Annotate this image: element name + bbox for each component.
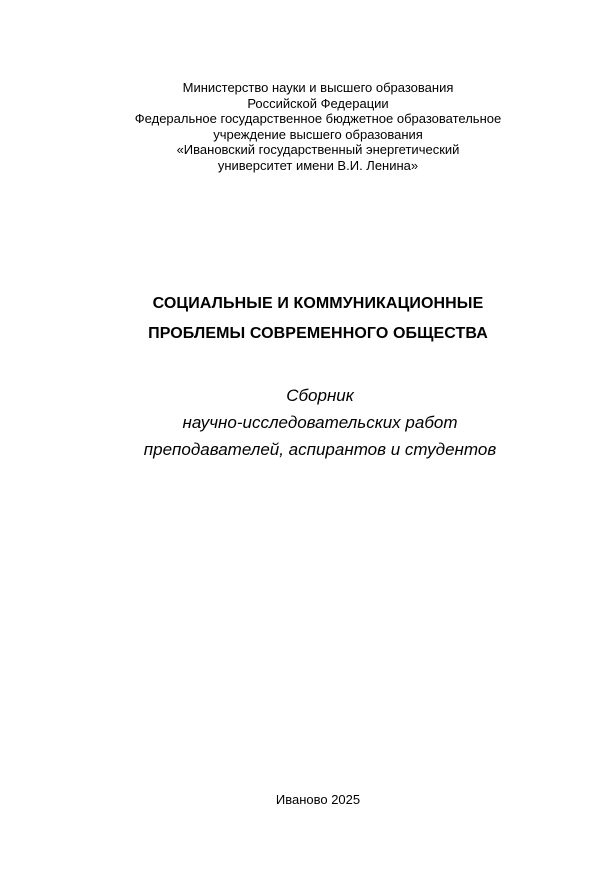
header-line-ministry: Министерство науки и высшего образования: [182, 80, 454, 95]
subtitle-line-1: Сборник: [286, 386, 354, 405]
institution-header: [0, 80, 616, 174]
header-line-institution-type: Федеральное государственное бюджетное образовательное: [134, 111, 502, 127]
header-line-university-name: «Ивановский государственный энергетический: [176, 142, 460, 158]
subtitle-line-3: преподавателей, аспирантов и студентов: [143, 440, 497, 459]
header-line-university-name-cont: университет имени В.И. Ленина»: [217, 157, 419, 173]
header-line-institution-level: учреждение высшего образования: [213, 126, 423, 142]
header-line-federation: Российской Федерации: [247, 95, 389, 111]
subtitle-line-2: научно-исследовательских работ: [182, 413, 458, 432]
document-title: [0, 289, 616, 349]
place-year: Иваново 2025: [275, 792, 361, 807]
document-subtitle: [0, 382, 616, 463]
title-line-2: ПРОБЛЕМЫ СОВРЕМЕННОГО ОБЩЕСТВА: [148, 325, 488, 342]
title-line-1: СОЦИАЛЬНЫЕ И КОММУНИКАЦИОННЫЕ: [152, 295, 484, 312]
